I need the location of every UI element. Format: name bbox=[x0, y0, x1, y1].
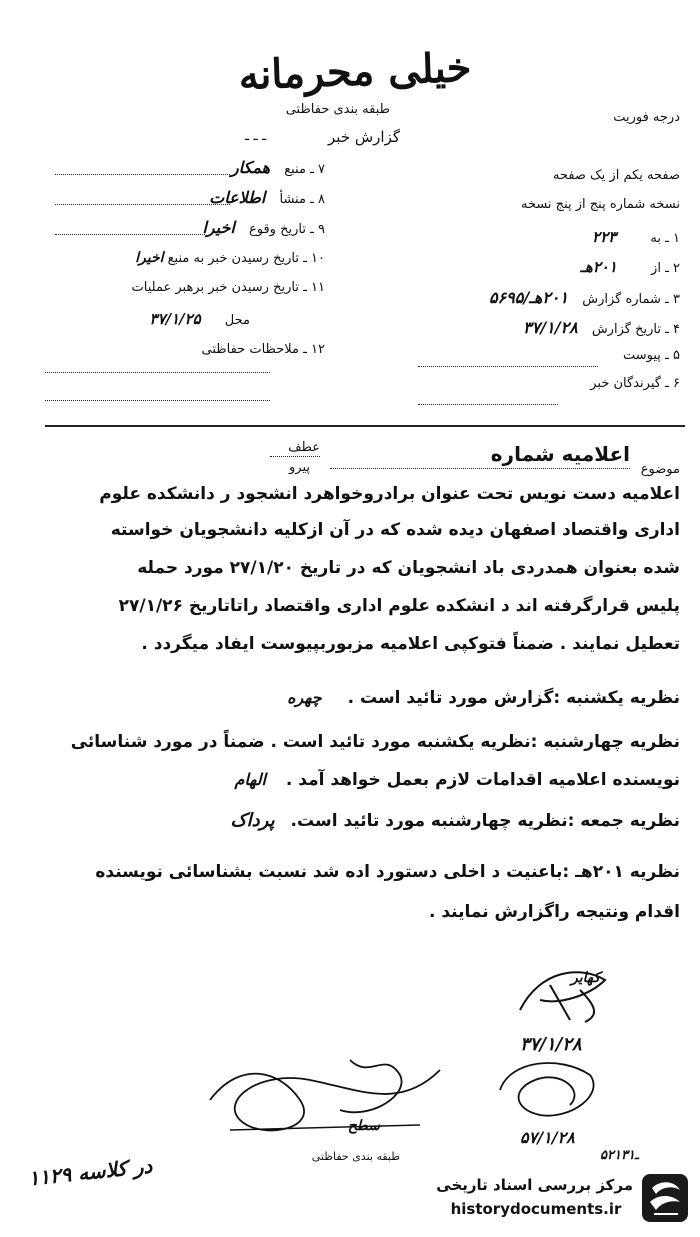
dotted-line bbox=[55, 174, 230, 175]
left-field-11 bbox=[40, 280, 325, 295]
opinion-signature: پرداک bbox=[230, 810, 275, 831]
left-field-12 bbox=[55, 342, 325, 357]
left-field-label: ۱۰ ـ تاریخ رسیدن خبر به منبع bbox=[167, 251, 325, 266]
archive-handwriting: ۱۱۲۹ در کلاسه bbox=[27, 1153, 154, 1191]
degree-label: درجه فوریت bbox=[613, 110, 680, 125]
opinion-line bbox=[40, 810, 680, 831]
opinion-line: اقدام ونتیجه راگزارش نمایند . bbox=[428, 902, 680, 922]
left-field-10 bbox=[40, 250, 325, 266]
subject-line bbox=[330, 468, 630, 469]
brand-logo-icon bbox=[640, 1172, 690, 1224]
bottom-classification: طبقه بندی حفاظتی bbox=[311, 1150, 400, 1163]
dash-mark: ـ ـ ـ bbox=[245, 128, 267, 144]
right-field-value: ۲۰۱هـ bbox=[580, 258, 617, 276]
right-field-label: ۱ ـ به bbox=[650, 231, 680, 246]
atf-label: عطف bbox=[288, 440, 320, 455]
page-line: صفحه یکم از یک صفحه bbox=[552, 168, 680, 183]
subject-value: اعلامیه شماره bbox=[490, 442, 630, 466]
left-field-label: ۷ ـ منبع bbox=[284, 162, 325, 177]
opinion-text: نظریه یکشنبه :گزارش مورد تائید است . bbox=[347, 688, 680, 708]
opinion-text: نظریه جمعه :نظریه چهارشنبه مورد تائید است. bbox=[290, 811, 680, 831]
opinion-line: نظریه چهارشنبه :نظریه یکشنبه مورد تائید است . ضمناً در مورد شناسائی bbox=[70, 732, 680, 752]
body-line: شده بعنوان همدردی باد انشجویان که در تاریخ ۲۷/۱/۲۰ مورد حمله bbox=[137, 558, 680, 578]
right-field-label: ۵ ـ پیوست bbox=[623, 348, 680, 363]
opinion-text: نویسنده اعلامیه اقدامات لازم بعمل خواهد آمد . bbox=[285, 770, 680, 790]
right-field-label: ۳ ـ شماره گزارش bbox=[582, 292, 680, 307]
left-field-label: ۹ ـ تاریخ وقوع bbox=[248, 222, 325, 237]
left-field-value: اخیرا bbox=[202, 218, 235, 237]
copy-line: نسخه شماره پنج از پنج نسخه bbox=[520, 197, 680, 212]
signature-scribble-right bbox=[490, 1050, 610, 1130]
body-line: اداری واقتصاد اصفهان دیده شده که در آن ازکلیه دانشجویان خواسته bbox=[110, 520, 680, 540]
signature-bottom-code: ۵۲ـ۱۳۱ bbox=[600, 1148, 639, 1163]
dotted-line bbox=[45, 400, 270, 401]
classification-top: طبقه بندی حفاظتی bbox=[285, 102, 390, 117]
dotted-line bbox=[55, 204, 230, 205]
pirou-label: پیرو bbox=[289, 460, 310, 475]
left-field-place bbox=[60, 310, 250, 328]
body-line: پلیس قرارگرفته اند د انشکده علوم اداری واقتصاد راتاتاریخ ۲۷/۱/۲۶ bbox=[118, 596, 680, 616]
right-field-4 bbox=[400, 318, 680, 337]
left-field-label: ۸ ـ منشأ bbox=[279, 192, 325, 207]
subject-label: موضوع bbox=[640, 462, 680, 477]
signature-top-right: کهایر bbox=[570, 970, 600, 986]
right-field-1 bbox=[430, 228, 680, 246]
dotted-line bbox=[55, 234, 205, 235]
right-field-3 bbox=[400, 288, 680, 307]
opinion-signature: الهام bbox=[234, 770, 266, 789]
opinion-line bbox=[40, 688, 680, 708]
dotted-line bbox=[418, 366, 598, 367]
opinion-line: نظریه ۲۰۱هـ :باعنیت د اخلی دستورد اده شد نسبت بشناسائی نویسنده bbox=[95, 862, 680, 882]
dotted-line bbox=[270, 456, 320, 457]
left-field-value: اخیرا bbox=[135, 250, 164, 266]
right-field-label: ۲ ـ از bbox=[651, 261, 680, 276]
left-field-label: ۱۲ ـ ملاحظات حفاظتی bbox=[201, 342, 325, 357]
right-field-label: ۶ ـ گیرندگان خبر bbox=[590, 376, 680, 391]
body-line: اعلامیه دست نویس تحت عنوان برادروخواهرد انشجود ر دانشکده علوم bbox=[99, 484, 680, 504]
signature-number: ۳۷/۱/۲۸ bbox=[520, 1034, 582, 1055]
right-field-value: ۳۷/۱/۲۸ bbox=[523, 318, 578, 337]
signature-bottom-stamp: سطح bbox=[347, 1118, 380, 1134]
left-field-value: ۳۷/۱/۲۵ bbox=[149, 310, 201, 328]
body-line: تعطیل نمایند . ضمناً فتوکپی اعلامیه مزبوربپیوست ایفاد میگردد . bbox=[141, 634, 680, 654]
dotted-line bbox=[418, 404, 558, 405]
left-field-value: اطلاعات bbox=[209, 188, 266, 207]
right-field-value: ۲۲۳ bbox=[592, 228, 617, 246]
opinion-line bbox=[40, 770, 680, 790]
right-field-5 bbox=[430, 348, 680, 363]
opinion-signature: چهره bbox=[287, 688, 322, 707]
right-field-6 bbox=[430, 376, 680, 391]
section-divider bbox=[45, 425, 685, 427]
right-field-value: ۲۰۱هـ/۵۶۹۵ bbox=[488, 288, 569, 307]
footer-brand bbox=[428, 1172, 692, 1224]
signature-bottom-date: ۵۷/۱/۲۸ bbox=[520, 1128, 575, 1147]
brand-name: مرکز بررسی اسناد تاریخی bbox=[436, 1176, 633, 1194]
dotted-line bbox=[45, 372, 270, 373]
right-field-2 bbox=[430, 258, 680, 276]
title-stamp: خیلی محرمانه bbox=[237, 43, 473, 100]
left-field-label: ۱۱ ـ تاریخ رسیدن خبر برهبر عملیات bbox=[131, 280, 325, 295]
brand-url: historydocuments.ir bbox=[450, 1200, 622, 1218]
report-label: گزارش خبر bbox=[328, 128, 400, 146]
right-field-label: ۴ ـ تاریخ گزارش bbox=[591, 322, 680, 337]
left-field-label: محل bbox=[224, 313, 250, 328]
left-field-value: همکار bbox=[230, 158, 271, 177]
